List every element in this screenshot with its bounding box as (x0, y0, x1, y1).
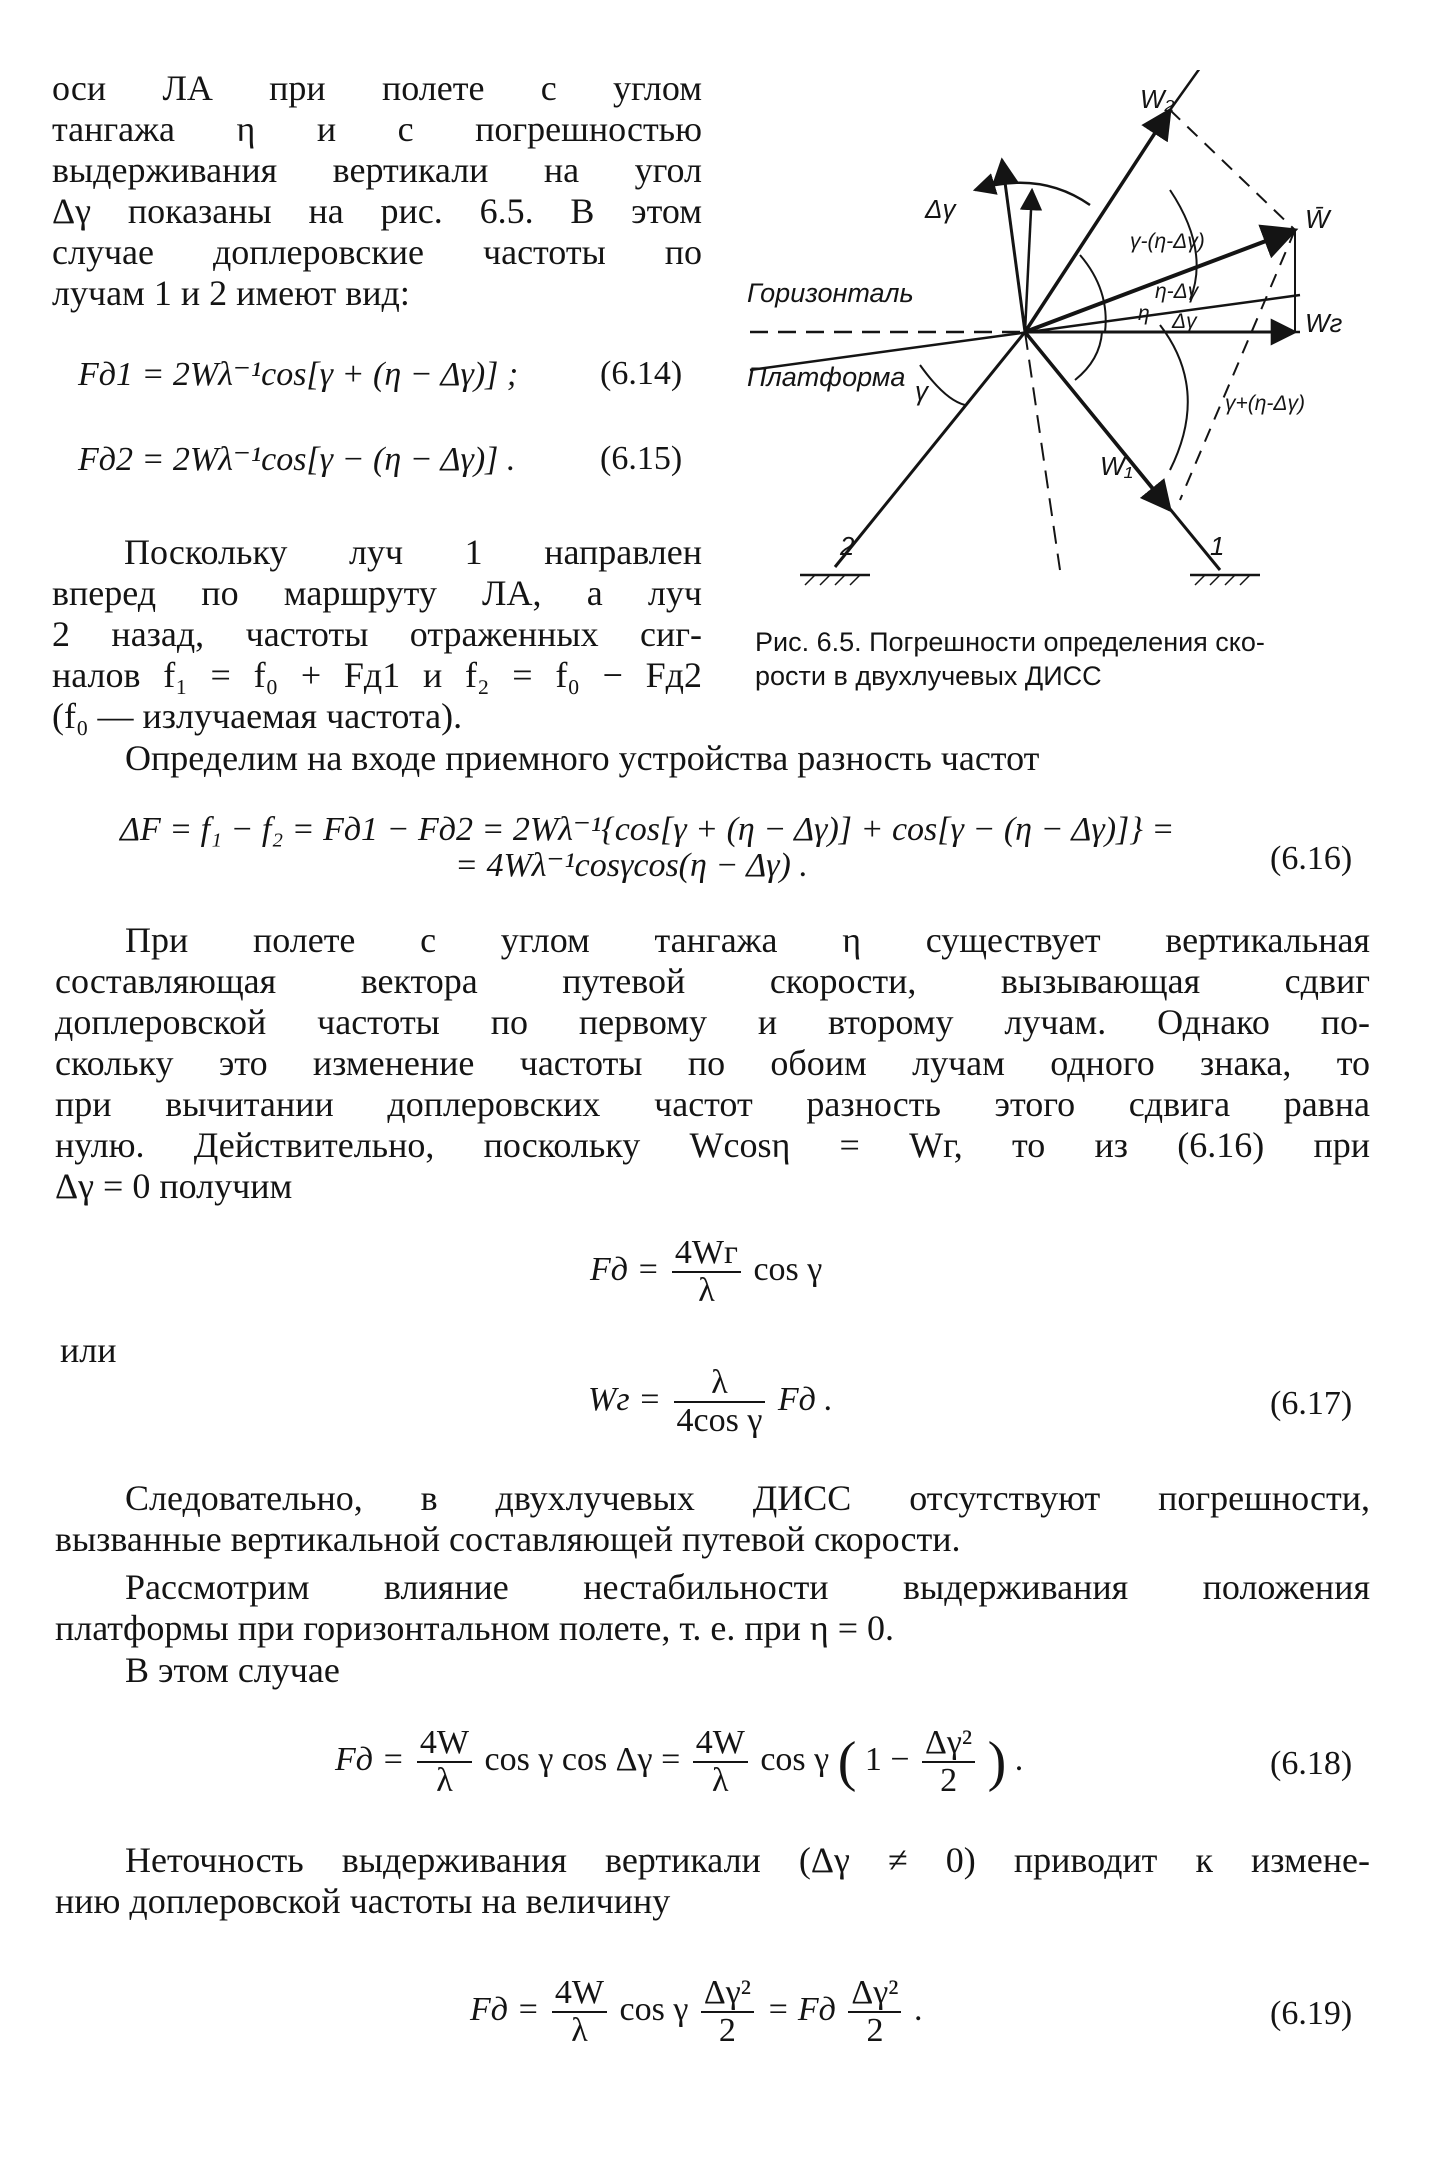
text-line: (f₀ — излучаемая частота). (52, 696, 463, 736)
projection-dashed (1170, 110, 1295, 230)
denominator: 4cos γ (676, 1402, 763, 1439)
text-line: 2 назад, частоты отраженных сиг- (52, 614, 702, 654)
label-gamma: γ (915, 376, 928, 406)
equation-6-18 (335, 1725, 1023, 1799)
denominator: 2 (866, 2012, 884, 2049)
label-eta: η (1138, 302, 1150, 325)
text-line: нию доплеровской частоты на величину (55, 1881, 671, 1921)
text-line: платформы при горизонтальном полете, т. е. при η = 0. (55, 1608, 895, 1648)
fraction (848, 1975, 901, 2049)
text-line: оси ЛА при полете с углом (52, 68, 702, 108)
ground-hatch (805, 575, 1250, 585)
text-line: случае доплеровские частоты по (52, 232, 702, 272)
label-delta-gamma: Δγ (925, 194, 956, 224)
fraction (552, 1975, 607, 2049)
label-w1: W₁ (1100, 451, 1133, 481)
caption-line: рости в двухлучевых ДИСС (755, 661, 1102, 691)
platform-normal-arrow (1025, 190, 1032, 332)
text-line: лучам 1 и 2 имеют вид: (52, 273, 410, 313)
equation-text: = Fд (766, 1990, 836, 2028)
conclusion-paragraph (55, 1478, 1370, 1560)
equation-number: (6.16) (1270, 840, 1353, 877)
text-line: при вычитании доплеровских частот разность этого сдвига равна (55, 1084, 1370, 1124)
beams-paragraph (52, 532, 702, 737)
figure-caption (755, 625, 1355, 693)
numerator: Δγ² (701, 1975, 754, 2013)
equation-text: . (913, 1990, 923, 2028)
fraction (672, 1235, 741, 1309)
vector-diagram (740, 70, 1360, 590)
w2-extension (1170, 70, 1200, 110)
right-paren: ) (987, 1731, 1007, 1793)
equation-text: . (1014, 1740, 1024, 1778)
numerator: 4W (552, 1975, 607, 2013)
equation-6-15 (78, 440, 515, 480)
text-line: Неточность выдерживания вертикали (Δγ ≠ 0) приводит к измене- (125, 1840, 1370, 1880)
text-line: вперед по маршруту ЛА, а луч (52, 573, 702, 613)
text-line: доплеровской частоты по первому и второму лучам. Однако по- (55, 1002, 1370, 1042)
text-line: вызванные вертикальной составляющей путевой скорости. (55, 1519, 961, 1559)
equation-text: = 4Wλ⁻¹cosγcos(η − Δγ) . (455, 847, 808, 884)
equation-number: (6.19) (1270, 1995, 1353, 2032)
equation-lhs: Fд = (590, 1250, 660, 1288)
equation-text: cos γ (619, 1990, 689, 2028)
label-beam-1: 1 (1210, 531, 1225, 561)
equation-6-17 (588, 1365, 833, 1439)
text-line: Следовательно, в двухлучевых ДИСС отсутствуют погрешности, (125, 1478, 1370, 1518)
equation-text: cos γ (760, 1740, 830, 1778)
text-line: Δγ показаны на рис. 6.5. В этом (52, 191, 702, 231)
equation-number: (6.17) (1270, 1385, 1353, 1422)
denominator: λ (712, 1762, 729, 1799)
label-w: W̄ (1305, 204, 1330, 234)
label-beam-2: 2 (840, 531, 855, 561)
caption-line: Рис. 6.5. Погрешности определения ско- (755, 627, 1265, 657)
w2-arrow (1025, 110, 1170, 332)
text-line: налов f₁ = f₀ + Fд1 и f₂ = f₀ − Fд2 (52, 655, 702, 695)
fraction (417, 1725, 472, 1799)
equation-number: (6.18) (1270, 1745, 1353, 1782)
consider-paragraph (55, 1567, 1370, 1649)
angle-arc (1080, 255, 1106, 332)
text-line: При полете с углом тангажа η существует вертикальная (125, 920, 1370, 960)
equation-text: ΔF = f₁ − f₂ = Fд1 − Fд2 = 2Wλ⁻¹{cos[γ + (η − Δγ)] + cos[γ − (η − Δγ)]} = (120, 811, 1175, 848)
numerator: 4Wг (672, 1235, 741, 1273)
label-horizontal: Горизонталь (747, 278, 914, 308)
text-line: Рассмотрим влияние нестабильности выдерживания положения (125, 1567, 1370, 1607)
denominator: λ (698, 1272, 715, 1309)
text-line: нулю. Действительно, поскольку Wcosη = Wг, то из (6.16) при (55, 1125, 1370, 1165)
equation-lhs: Fд = (470, 1990, 540, 2028)
text-line: Поскольку луч 1 направлен (124, 532, 702, 572)
vertical-axis-arrow (1002, 160, 1025, 332)
equation-number: (6.15) (600, 440, 683, 477)
label-gamma-minus: γ-(η-Δγ) (1130, 230, 1205, 253)
text-line: скольку это изменение частоты по обоим лучам одного знака, то (55, 1043, 1370, 1083)
pitch-paragraph (55, 920, 1370, 1207)
label-w2: W₂ (1140, 84, 1175, 114)
fraction (693, 1725, 748, 1799)
label-dg-small: Δγ (1172, 310, 1197, 333)
equation-text: cos γ cos Δγ = (484, 1740, 681, 1778)
equation-lhs: Wг = (588, 1380, 662, 1418)
case-paragraph: В этом случае (125, 1650, 340, 1690)
label-eta-dg: η-Δγ (1155, 280, 1199, 303)
fraction (922, 1725, 975, 1799)
text-line: составляющая вектора путевой скорости, вызывающая сдвиг (55, 961, 1370, 1001)
equation-tail: Fд . (777, 1380, 833, 1418)
equation-text: Fд1 = 2Wλ⁻¹cos[γ + (η − Δγ)] ; (78, 356, 519, 393)
equation-6-16 (120, 810, 1174, 850)
denominator: 2 (940, 1762, 958, 1799)
fraction (701, 1975, 754, 2049)
denominator: 2 (718, 2012, 736, 2049)
equation-6-14 (78, 355, 518, 395)
label-wg: Wг (1305, 308, 1343, 338)
angle-arc (1160, 325, 1188, 470)
numerator: Δγ² (848, 1975, 901, 2013)
label-platform: Платформа (747, 362, 906, 392)
label-gamma-plus: γ+(η-Δγ) (1225, 392, 1305, 415)
figure-6-5 (740, 70, 1360, 595)
equation-text: Fд2 = 2Wλ⁻¹cos[γ − (η − Δγ)] . (78, 441, 516, 478)
error-paragraph (55, 1840, 1370, 1922)
equation-tail: cos γ (753, 1250, 823, 1288)
intro-paragraph (52, 68, 702, 314)
equation-6-16-line2 (455, 846, 808, 886)
left-paren: ( (837, 1731, 857, 1793)
text-line: выдерживания вертикали на угол (52, 150, 702, 190)
equation-lhs: Fд = (335, 1740, 405, 1778)
equation-number: (6.14) (600, 355, 683, 392)
define-paragraph: Определим на входе приемного устройства разность частот (125, 738, 1040, 778)
denominator: λ (436, 1762, 453, 1799)
equation-fd (590, 1235, 822, 1309)
numerator: Δγ² (922, 1725, 975, 1763)
denominator: λ (571, 2012, 588, 2049)
numerator: 4W (693, 1725, 748, 1763)
angle-arc (1075, 332, 1102, 380)
text-line: тангажа η и с погрешностью (52, 109, 702, 149)
word-or: или (60, 1330, 117, 1370)
numerator: λ (674, 1365, 766, 1403)
text-line: Δγ = 0 получим (55, 1166, 293, 1206)
equation-6-19 (470, 1975, 922, 2049)
equation-text: 1 − (864, 1740, 910, 1778)
numerator: 4W (417, 1725, 472, 1763)
fraction (674, 1365, 766, 1439)
